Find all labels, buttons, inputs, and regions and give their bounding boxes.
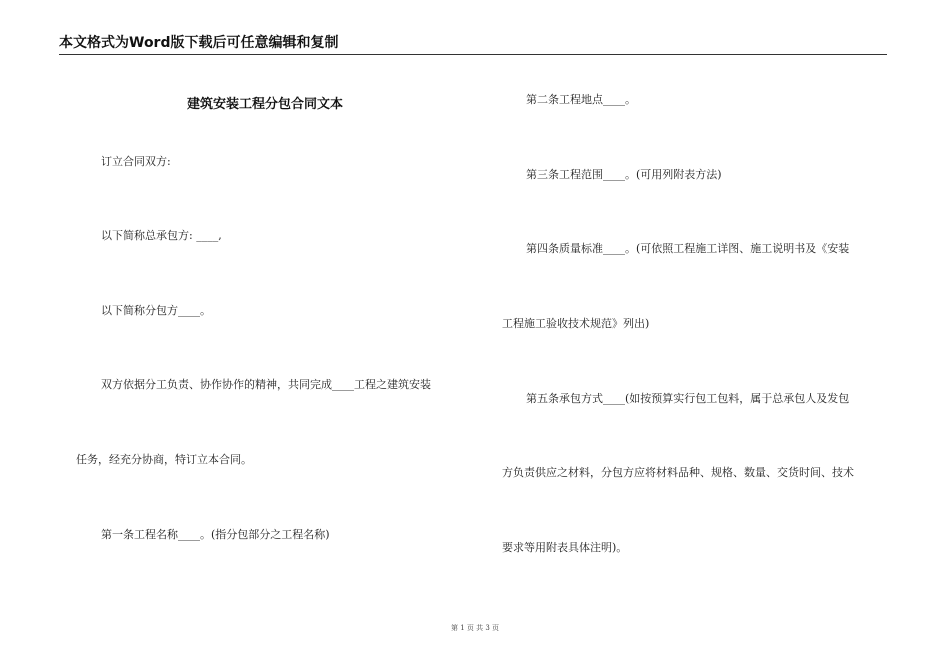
paragraph-line: 方负责供应之材料，分包方应将材料品种、规格、数量、交货时间、技术 bbox=[502, 466, 854, 479]
paragraph: 第三条工程范围____。(可用列附表方法) bbox=[526, 168, 722, 181]
paragraph: 第二条工程地点____。 bbox=[526, 93, 636, 106]
paragraph: 以下简称分包方____。 bbox=[101, 304, 211, 317]
paragraph-line: 工程施工验收技术规范》列出) bbox=[502, 317, 650, 330]
paragraph-line: 任务，经充分协商，特订立本合同。 bbox=[76, 453, 252, 466]
paragraph-line: 第四条质量标准____。(可依照工程施工详图、施工说明书及《安装 bbox=[526, 242, 850, 255]
page-number: 第 1 页 共 3 页 bbox=[450, 624, 500, 632]
paragraph-line: 要求等用附表具体注明)。 bbox=[502, 541, 628, 554]
paragraph-line: 双方依据分工负责、协作协作的精神，共同完成____工程之建筑安装 bbox=[101, 378, 431, 391]
document-header: 本文格式为Word版下载后可任意编辑和复制 bbox=[59, 35, 887, 55]
paragraph: 以下简称总承包方: ____, bbox=[101, 229, 222, 242]
paragraph: 订立合同双方: bbox=[101, 155, 171, 168]
paragraph: 第一条工程名称____。(指分包部分之工程名称) bbox=[101, 528, 330, 541]
paragraph-line: 第五条承包方式____(如按预算实行包工包料，属于总承包人及发包 bbox=[526, 392, 850, 405]
document-title: 建筑安装工程分包合同文本 bbox=[186, 97, 343, 112]
